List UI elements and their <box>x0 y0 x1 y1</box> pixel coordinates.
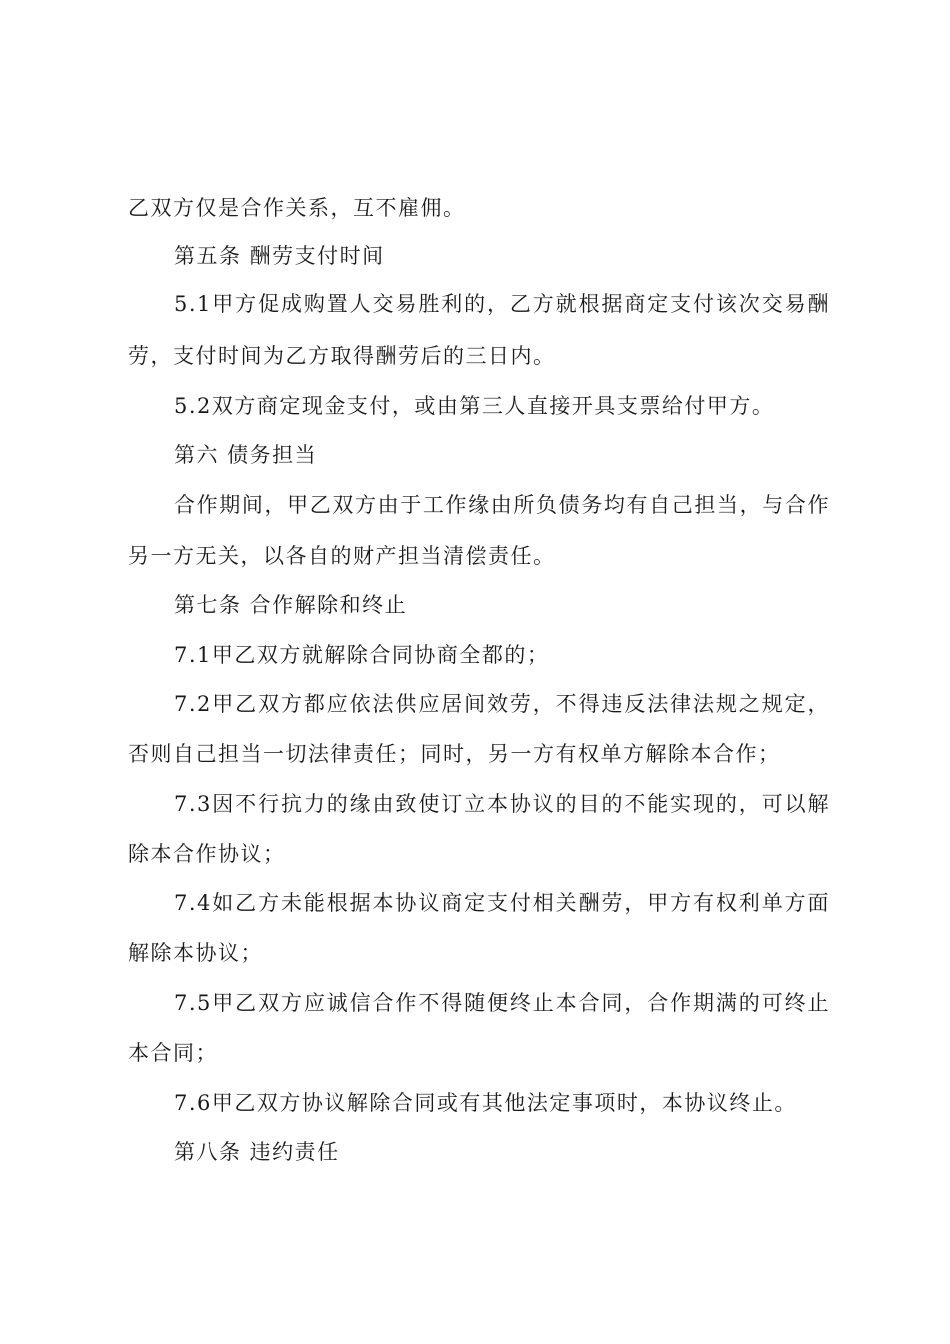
article-7-heading: 第七条 合作解除和终止 <box>174 593 408 617</box>
clause-7-3-line-2: 除本合作协议； <box>128 842 286 866</box>
article-6-text-line-2: 另一方无关，以各自的财产担当清偿责任。 <box>128 544 556 568</box>
clause-7-5-line-1: 7.5甲乙双方应诚信合作不得随便终止本合同，合作期满的可终止 <box>174 991 830 1015</box>
clause-7-4-line-2: 解除本协议； <box>128 941 263 965</box>
article-6-heading: 第六 债务担当 <box>174 443 318 467</box>
clause-7-2-line-2: 否则自己担当一切法律责任；同时，另一方有权单方解除本合作； <box>128 742 781 766</box>
clause-7-3-line-1: 7.3因不行抗力的缘由致使订立本协议的目的不能实现的，可以解 <box>174 792 830 816</box>
article-8-heading: 第八条 违约责任 <box>174 1140 340 1164</box>
clause-5-2: 5.2双方商定现金支付，或由第三人直接开具支票给付甲方。 <box>174 394 775 418</box>
clause-7-1: 7.1甲乙双方就解除合同协商全都的； <box>174 643 550 667</box>
article-6-text-line-1: 合作期间，甲乙双方由于工作缘由所负债务均有自己担当，与合作 <box>174 493 830 517</box>
clause-7-2-line-1: 7.2甲乙双方都应依法供应居间效劳，不得违反法律法规之规定， <box>174 692 830 716</box>
clause-7-5-line-2: 本合同； <box>128 1041 218 1065</box>
clause-7-6: 7.6甲乙双方协议解除合同或有其他法定事项时，本协议终止。 <box>174 1091 797 1115</box>
clause-5-1-line-2: 劳，支付时间为乙方取得酬劳后的三日内。 <box>128 344 556 368</box>
clause-7-4-line-1: 7.4如乙方未能根据本协议商定支付相关酬劳，甲方有权利单方面 <box>174 891 830 915</box>
text-line-continuation: 乙双方仅是合作关系，互不雇佣。 <box>128 196 466 220</box>
clause-5-1-line-1: 5.1甲方促成购置人交易胜利的，乙方就根据商定支付该次交易酬 <box>174 292 830 316</box>
article-5-heading: 第五条 酬劳支付时间 <box>174 244 385 268</box>
